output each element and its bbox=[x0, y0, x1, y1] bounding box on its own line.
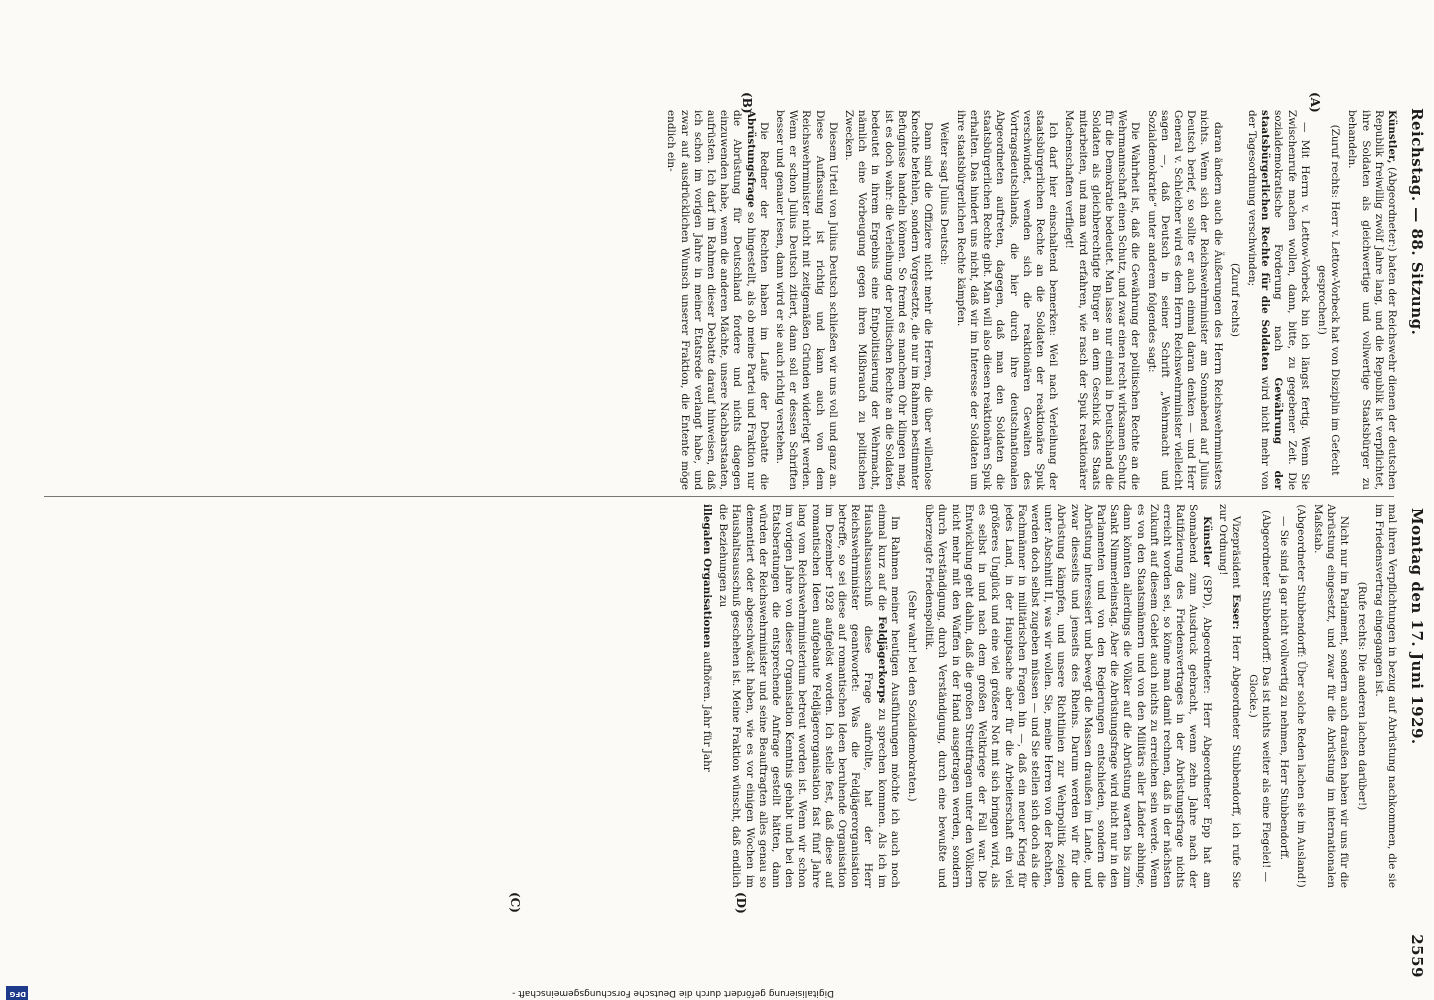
page-number: 2559 bbox=[1408, 934, 1426, 978]
margin-marker-d: (D) bbox=[734, 892, 748, 914]
speaker-role: (Abgeordneter:) bbox=[1386, 167, 1398, 252]
paragraph-text: zu sprechen kommen. Als ich im Haushaltsausschuß diese Frage aufrollte, hat der Herr Reichswehrminister geantwortet: Was die Feldjägerorganisation betreffe, so sei diese auf romantischen Ideen beruhende Organisation im Dezember 1928 aufgelöst worden. Ich stelle fest, daß diese auf romantischen Ideen aufgebaute Feldjägerorganisation fast fünf Jahre lang vom Reichswehrministerium betreut worden ist. Wenn wir schon im vorigen Jahre von dieser Organisation Kenntnis gehabt und bei den Etatsberatungen die entsprechende Anfrage gestellt hätten, dann würden der Reichswehrminister und seine Beauftragten alles genau so dementiert oder abgeschwächt haben, wie es vor einigen Wochen im Haushaltsausschuß geschehen ist. Meine Fraktion wünscht, daß endlich die Beziehungen zu bbox=[717, 504, 888, 888]
emphasis-text: Gewährung der staatsbürgerlichen Rechte für die Soldaten bbox=[1259, 110, 1285, 490]
paragraph-text: wird nicht mehr von der Tagesordnung verschwinden; bbox=[1245, 110, 1272, 490]
paragraph-text: — Mit Herrn v. Lettow-Vorbeck bin ich längst fertig. Wenn Sie Zwischenrufe machen wollen, dann, bitte, zu gegebener Zeit. Die sozialdemokratische Forderung nach bbox=[1272, 110, 1311, 490]
paragraph-text: aufhören. Jahr für Jahr bbox=[701, 651, 714, 772]
emphasis-text: illegalen Organisationen bbox=[701, 504, 714, 649]
dfg-logo-text: DFG bbox=[9, 990, 26, 998]
left-text-column bbox=[38, 110, 1398, 490]
paragraph: Diesem Urteil von Julius Deutsch schließen wir uns voll und ganz an. Diese Auffassung ist richtig und kann auch von dem Reichswehrminister nicht mit zeitgemäßen Gründen widerlegt werden. Wenn er schon Julius Deutsch zitiert, dann soll er dessen Schriften besser und genauer lesen, dann wird er sie auch richtig verstehen. bbox=[774, 110, 839, 490]
paragraph bbox=[664, 110, 770, 490]
paragraph bbox=[716, 504, 901, 888]
interjection: (Rufe rechts: Die anderen lachen darüber!) bbox=[1355, 581, 1368, 811]
margin-marker-b: (B) bbox=[740, 92, 754, 114]
interjection: (Zuruf rechts: Herr v. Lettow-Vorbeck hat von Disziplin im Gefecht gesprochen!) bbox=[1315, 124, 1342, 476]
quotation: Dann sind die Offiziere nicht mehr die Herren, die über willenlose Knechte befehlen, sondern Vorgesetzte, die nur im Rahmen bestimmter Befugnisse handeln können. So fremd es manchem Ohr klingen mag, ist es doch wahr: die Verleihung der politischen Rechte an die Soldaten bedeutet in ihrem Ergebnis eine Entpolitisierung der Wehrmacht, nämlich eine Vorbeugung gegen ihren Mißbrauch zu politischen Zwecken. bbox=[843, 110, 935, 490]
column-divider bbox=[44, 496, 1394, 497]
paragraph-text: Vizepräsident bbox=[1229, 516, 1242, 589]
paragraph-text: Im Rahmen meiner heutigen Ausführungen möchte ich auch noch einmal kurz auf die bbox=[875, 504, 901, 888]
emphasis-text: Abrüstungsfrage bbox=[744, 110, 757, 208]
paragraph: daran ändern auch die Äußerungen des Herrn Reichswehrministers nichts. Wenn sich der Reichswehrminister am Sonnabend auf Julius Deutsch berief, so sollte er auch einmal daran denken — und Herr General v. Schleicher wird es dem Herrn Reichswehrminister vielleicht sagen —, daß Deutsch in seiner Schrift „Wehrmacht und Sozialdemokratie“ unter anderem folgendes sagt: bbox=[1145, 110, 1224, 490]
credit-text: Digitalisierung gefördert durch die Deutsche Forschungsgemeinschaft - bbox=[512, 988, 834, 998]
speaker-name: Künstler bbox=[1200, 516, 1213, 567]
dfg-logo bbox=[6, 986, 28, 1000]
interjection: (Abgeordneter Stubbendorff: Über solche Reden lachen sie im Ausland!) bbox=[1294, 504, 1307, 888]
page-header bbox=[1402, 108, 1426, 978]
paragraph-text: baten der Reichswehr dienen der deutschen Republik freiwillig zwölf Jahre lang, und die Republik ist verpflichtet, ihre Soldaten als gleichwertige und vollwertige Staatsbürger zu behandeln. bbox=[1346, 110, 1398, 490]
paragraph bbox=[1245, 110, 1311, 490]
paragraph: Ich darf hier einschaltend bemerken: Weil nach Verleihung der staatsbürgerlichen Rechte an die Soldaten der reaktionäre Spuk verschwindet, wenden sich die reaktionären Gewalten des Vortragsdeutschlands, die hier durch ihre deutschnationalen Abgeordneten auftreten, dagegen, daß man den Soldaten die staatsbürgerlichen Rechte gibt. Man will also diesen reaktionären Spuk erhalten. Das hindert uns nicht, daß wir im Interesse der Soldaten um ihre staatsbürgerlichen Rechte kämpfen. bbox=[954, 110, 1060, 490]
right-text-column bbox=[38, 504, 1398, 888]
header-session-title: Reichstag. — 88. Sitzung. bbox=[1408, 108, 1426, 336]
interjection: (Zuruf rechts) bbox=[1228, 263, 1241, 337]
paragraph-text: (SPD), Abgeordneter: Herr Abgeordneter Epp hat am Sonnabend zum Ausdruck gebracht, wenn zehn Jahre nach der Ratifizierung des Friedensvertrages in der Abrüstungsfrage nichts erreicht worden sei, so könne man damit rechnen, daß in der nächsten Zukunft auf diesem Gebiet auch nichts zu erreichen sein werde. Wenn es von den Staatsmännern und von den Militärs aller Länder abhinge, dann könnten allerdings die Völker auf die Abrüstung warten bis zum Sankt Nimmerleinstag. Aber die Abrüstungsfrage wird nicht nur in den Parlamenten und von den Regierungen entschieden, sondern die Abrüstung interessiert und bewegt die Massen draußen im Lande, und zwar diesseits und jenseits des Rheins. Darum werden wir für die Abrüstung kämpfen, und unsere Richtlinien zur Wehrpolitik zeigen unter Abschnitt II, was wir wollen. Sie, meine Herren von der Rechten, werden doch selbst zugeben müssen — und Sie stellen sich doch als die Fachmänner in militärischen Fragen hin —, daß ein neuer Krieg für jedes Land, in der Hauptsache aber für die Arbeiterschaft ein viel größeres Unglück und eine viel größere Not mit sich bringen wird, als es selbst in und nach dem großen Weltkriege der Fall war. Die Entwicklung geht dahin, daß die großen Streitfragen unter den Völkern nicht mehr mit den Waffen in der Hand ausgetragen werden, sondern durch Verständigung, durch Verständigung, durch eine bewußte und überzeugte Friedenspolitik. bbox=[923, 504, 1213, 888]
emphasis-text: Feldjägerkorps bbox=[875, 616, 888, 704]
quotation: Die Wahrheit ist, daß die Gewährung der politischen Rechte an die Wehrmannschaft einen Schutz, und zwar einen recht wirksamen Schutz für die Demokratie bedeutet. Man lasse nur einmal in Deutschland die Soldaten als gleichberechtigte Bürger an dem Geschick des Staats mitarbeiten, und man wird erfahren, wie rasch der Spuk reaktionärer Machenschaften verfliegt! bbox=[1063, 110, 1142, 490]
speaker-name: Künstler, bbox=[1386, 110, 1398, 164]
paragraph bbox=[922, 504, 1212, 888]
interjection: (Sehr wahr! bei den Sozialdemokraten.) bbox=[906, 590, 919, 802]
margin-marker-c: (C) bbox=[508, 892, 522, 913]
digitization-credit bbox=[4, 986, 834, 1000]
header-date: Montag den 17. Juni 1929. bbox=[1408, 508, 1426, 745]
speaker-name: Esser: bbox=[1229, 594, 1242, 630]
paragraph: Nicht nur im Parlament, sondern auch draußen haben wir uns für die Abrüstung eingesetzt, und zwar für die Abrüstung im internationalen Maßstab. bbox=[1311, 504, 1351, 888]
paragraph bbox=[1216, 504, 1242, 888]
margin-marker-a: (A) bbox=[1308, 92, 1322, 113]
paragraph: mal ihren Verpflichtungen in bezug auf Abrüstung nachkommen, die sie im Friedensvertrag eingegangen ist. bbox=[1372, 504, 1398, 888]
paragraph bbox=[700, 504, 713, 888]
paragraph: — Sie sind ja gar nicht vollwertig zu nehmen, Herr Stubbendorff. bbox=[1277, 516, 1290, 861]
paragraph-text: Die Redner der Rechten haben im Laufe der Debatte die bbox=[757, 122, 770, 490]
paragraph-text: Herr Abgeordneter Stubbendorff, ich rufe Sie zur Ordnung! bbox=[1216, 504, 1242, 888]
paragraph bbox=[1345, 110, 1398, 490]
interjection: (Abgeordneter Stubbendorff: Das ist nichts weiter als eine Flegelei! — Glocke.) bbox=[1247, 509, 1273, 883]
paragraph: Weiter sagt Julius Deutsch: bbox=[938, 122, 951, 266]
paragraph-text: so hingestellt, als ob meine Partei und Fraktion nur die Abrüstung für Deutschland fordere und nichts dagegen einzuwenden habe, wenn die anderen Mächte, unsere Nachbarstaaten, aufrüsten. Ich darf im Rahmen dieser Debatte darauf hinweisen, daß ich schon im vorigen Jahre in meiner Etatsrede verlangt habe, und zwar auf ausdrücklichen Wunsch unserer Fraktion, die Entente möge endlich ein- bbox=[665, 110, 757, 490]
